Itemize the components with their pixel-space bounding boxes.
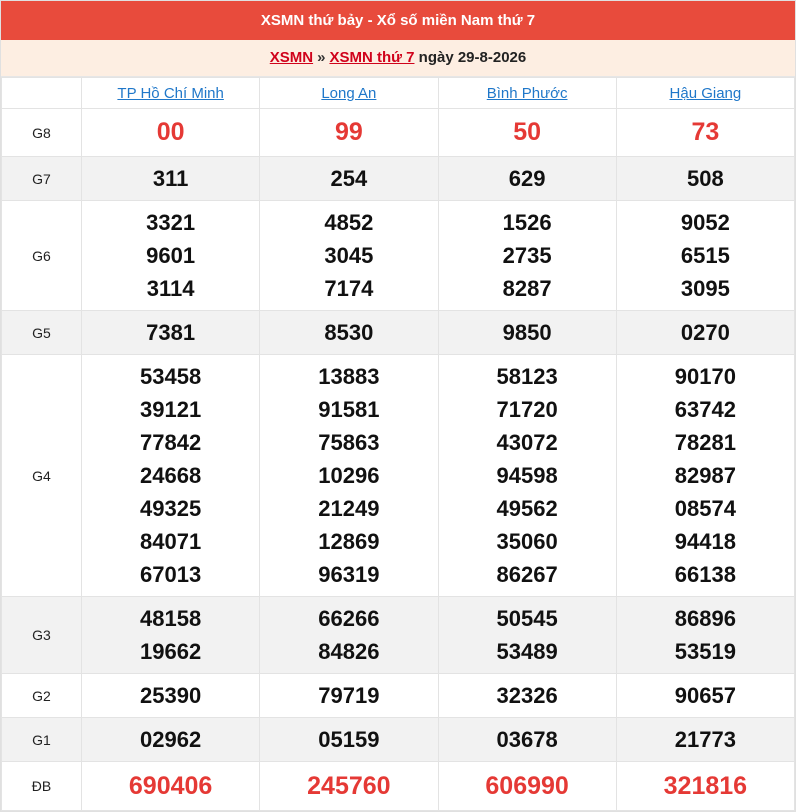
prize-number: 8530 — [324, 320, 374, 345]
prize-cell — [616, 762, 794, 811]
province-link-2[interactable]: Bình Phước — [486, 84, 568, 102]
prize-number: 24668 — [140, 463, 202, 488]
prize-number: 9052 — [680, 210, 730, 235]
prize-cell — [260, 762, 438, 811]
prize-label: G8 — [2, 109, 82, 157]
province-header — [260, 78, 438, 109]
prize-number: 254 — [330, 166, 368, 191]
prize-number: 12869 — [318, 529, 380, 554]
prize-number: 321816 — [663, 771, 748, 800]
prize-number: 03678 — [496, 727, 558, 752]
prize-number: 91581 — [318, 397, 380, 422]
prize-row-g7 — [2, 157, 795, 201]
prize-row-g5 — [2, 311, 795, 355]
prize-number: 63742 — [674, 397, 736, 422]
prize-number: 66138 — [674, 562, 736, 587]
prize-row-g1 — [2, 718, 795, 762]
prize-number: 13883 — [318, 364, 380, 389]
prize-number: 39121 — [140, 397, 202, 422]
prize-cell — [82, 355, 260, 597]
prize-number: 32326 — [496, 683, 558, 708]
province-header — [82, 78, 260, 109]
prize-cell — [438, 597, 616, 674]
prize-number: 7174 — [324, 276, 374, 301]
prize-number: 1526 — [502, 210, 552, 235]
province-header-row — [2, 78, 795, 109]
prize-cell — [260, 597, 438, 674]
province-link-3[interactable]: Hậu Giang — [669, 84, 742, 102]
prize-number: 49562 — [496, 496, 558, 521]
prize-number: 19662 — [140, 639, 202, 664]
prize-label: G6 — [2, 201, 82, 311]
prize-label: G7 — [2, 157, 82, 201]
prize-number: 35060 — [496, 529, 558, 554]
prize-label: G2 — [2, 674, 82, 718]
prize-number: 3114 — [146, 276, 195, 301]
prize-cell — [82, 109, 260, 157]
prize-number: 71720 — [496, 397, 558, 422]
prize-cell — [82, 311, 260, 355]
province-header — [616, 78, 794, 109]
prize-number: 49325 — [140, 496, 202, 521]
prize-row-g4 — [2, 355, 795, 597]
prize-number: 311 — [152, 166, 189, 191]
prize-cell — [616, 157, 794, 201]
prize-label: G1 — [2, 718, 82, 762]
breadcrumb-date: ngày 29-8-2026 — [418, 49, 527, 66]
results-table — [1, 77, 795, 811]
prize-cell — [82, 201, 260, 311]
prize-number: 606990 — [485, 771, 569, 800]
prize-number: 05159 — [318, 727, 380, 752]
prize-number: 86896 — [674, 606, 736, 631]
prize-number: 3045 — [324, 243, 374, 268]
prize-cell — [260, 674, 438, 718]
prize-number: 86267 — [496, 562, 558, 587]
prize-number: 3321 — [146, 210, 196, 235]
province-header — [438, 78, 616, 109]
prize-cell — [616, 718, 794, 762]
prize-number: 629 — [508, 166, 546, 191]
prize-number: 08574 — [674, 496, 736, 521]
prize-cell — [82, 157, 260, 201]
prize-number: 58123 — [496, 364, 558, 389]
prize-cell — [438, 311, 616, 355]
prize-number: 4852 — [324, 210, 374, 235]
prize-number: 9850 — [502, 320, 552, 345]
prize-number: 96319 — [318, 562, 380, 587]
prize-cell — [260, 718, 438, 762]
prize-number: 48158 — [140, 606, 202, 631]
prize-number: 90657 — [674, 683, 736, 708]
prize-number: 77842 — [140, 430, 202, 455]
prize-number: 53458 — [140, 364, 202, 389]
prize-cell — [438, 718, 616, 762]
prize-number: 53519 — [674, 639, 736, 664]
prize-number: 82987 — [674, 463, 736, 488]
province-link-0[interactable]: TP Hồ Chí Minh — [117, 84, 224, 102]
prize-row-g3 — [2, 597, 795, 674]
prize-label: ĐB — [2, 762, 82, 811]
prize-number: 21773 — [674, 727, 736, 752]
prize-cell — [616, 311, 794, 355]
prize-cell — [260, 157, 438, 201]
breadcrumb-link-xsmn[interactable]: XSMN — [269, 49, 314, 66]
prize-label: G5 — [2, 311, 82, 355]
prize-number: 25390 — [140, 683, 202, 708]
prize-number: 00 — [156, 118, 185, 146]
prize-row-g8 — [2, 109, 795, 157]
prize-number: 66266 — [318, 606, 380, 631]
prize-cell — [82, 674, 260, 718]
prize-number: 73 — [691, 118, 720, 146]
prize-number: 7381 — [146, 320, 196, 345]
prize-number: 8287 — [502, 276, 552, 301]
prize-number: 245760 — [307, 771, 391, 800]
prize-cell — [616, 674, 794, 718]
prize-cell — [260, 355, 438, 597]
prize-number: 84826 — [318, 639, 380, 664]
prize-number: 10296 — [318, 463, 380, 488]
prize-cell — [438, 674, 616, 718]
prize-number: 84071 — [140, 529, 202, 554]
prize-number: 50 — [513, 118, 542, 146]
prize-cell — [82, 597, 260, 674]
prize-number: 3095 — [680, 276, 730, 301]
prize-number: 2735 — [502, 243, 552, 268]
prize-number: 94598 — [496, 463, 558, 488]
prize-label: G3 — [2, 597, 82, 674]
prize-cell — [82, 762, 260, 811]
prize-number: 690406 — [128, 771, 213, 800]
prize-number: 90170 — [674, 364, 736, 389]
prize-cell — [438, 762, 616, 811]
prize-row-g6 — [2, 201, 795, 311]
prize-cell — [260, 109, 438, 157]
prize-number: 79719 — [318, 683, 380, 708]
prize-cell — [438, 355, 616, 597]
breadcrumb — [1, 40, 795, 77]
prize-number: 43072 — [496, 430, 558, 455]
prize-cell — [260, 201, 438, 311]
prize-cell — [616, 201, 794, 311]
prize-cell — [438, 157, 616, 201]
prize-number: 75863 — [318, 430, 380, 455]
prize-number: 99 — [334, 118, 363, 146]
prize-row-đb — [2, 762, 795, 811]
prize-label: G4 — [2, 355, 82, 597]
province-link-1[interactable]: Long An — [321, 84, 377, 102]
prize-cell — [260, 311, 438, 355]
breadcrumb-link-xsmn-thu-7[interactable]: XSMN thứ 7 — [329, 49, 415, 66]
prize-cell — [616, 597, 794, 674]
prize-number: 21249 — [318, 496, 380, 521]
prize-number: 6515 — [680, 243, 730, 268]
prize-number: 50545 — [496, 606, 558, 631]
prize-number: 78281 — [674, 430, 736, 455]
prize-cell — [438, 201, 616, 311]
prize-number: 0270 — [680, 320, 730, 345]
prize-cell — [438, 109, 616, 157]
header-empty-cell — [2, 78, 82, 109]
prize-number: 67013 — [140, 562, 202, 587]
prize-number: 53489 — [496, 639, 558, 664]
prize-cell — [616, 109, 794, 157]
page-title: XSMN thứ bảy - Xổ số miền Nam thứ 7 — [1, 1, 795, 40]
prize-number: 02962 — [140, 727, 202, 752]
prize-row-g2 — [2, 674, 795, 718]
prize-cell — [82, 718, 260, 762]
breadcrumb-separator: » — [317, 49, 326, 66]
prize-number: 94418 — [674, 529, 736, 554]
prize-number: 508 — [687, 166, 724, 191]
prize-number: 9601 — [146, 243, 196, 268]
prize-cell — [616, 355, 794, 597]
